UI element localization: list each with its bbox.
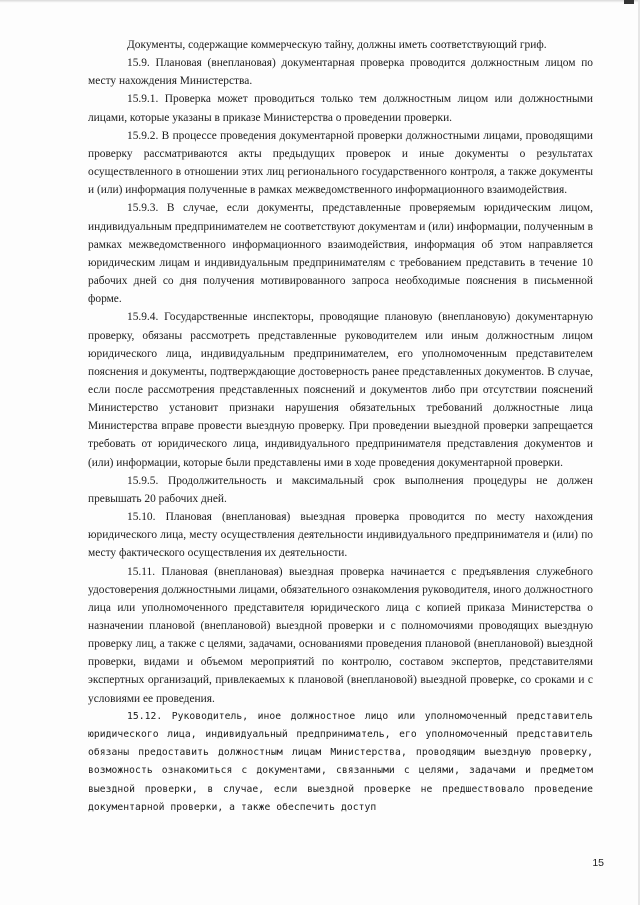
paragraph-15-9-5: 15.9.5. Продолжительность и максимальный срок выполнения процедуры не должен превышать 20 рабочих дней.	[88, 474, 593, 505]
paragraph-15-10: 15.10. Плановая (внеплановая) выездная проверка проводится по месту нахождения юридического лица, месту осуществления деятельности индивидуального предпринимателя и (или) по месту фактического осуществления их деятельности.	[88, 511, 593, 560]
document-body	[88, 36, 593, 817]
paragraph-15-9-4: 15.9.4. Государственные инспекторы, проводящие плановую (внеплановую) документарную проверку, обязаны рассмотреть представленные руководителем или иным должностным лицом юридического лица, индивидуальным предпринимателем, его уполномоченным представителем пояснения и документы, подтверждающие достоверность ранее представленных документов. В случае, если после рассмотрения представленных пояснений и документов либо при отсутствии пояснений Министерство установит признаки нарушения обязательных требований должностные лица Министерства вправе провести выездную проверку. При проведении выездной проверки запрещается требовать от юридического лица, индивидуального предпринимателя представления документов и (или) информации, которые были представлены ими в ходе проведения документарной проверки.	[88, 311, 593, 469]
page-number: 15	[592, 857, 604, 869]
paragraph-15-9-1: 15.9.1. Проверка может проводиться только тем должностным лицом или должностными лицами, которые указаны в приказе Министерства о проведении проверки.	[88, 93, 593, 124]
scan-edge-top	[0, 0, 640, 3]
paragraph-15-12: 15.12. Руководитель, иное должностное лицо или уполномоченный представитель юридического лица, индивидуальный предприниматель, его уполномоченный представитель обязаны предоставить должностным лицам Министерства, проводящим выездную проверку, возможность ознакомиться с документами, связанными с целями, задачами и предметом выездной проверки, в случае, если выездной проверке не предшествовало проведение документарной проверки, а также обеспечить доступ	[88, 710, 593, 813]
paragraph-15-9-2: 15.9.2. В процессе проведения документарной проверки должностными лицами, проводящими проверку рассматриваются акты предыдущих проверок и иные документы о результатах осуществленного в отношении этих лиц регионального государственного контроля, а также документы и (или) информация полученные в рамках межведомственного информационного взаимодействия.	[88, 129, 593, 197]
paragraph-15-9-3: 15.9.3. В случае, если документы, представленные проверяемым юридическим лицом, индивидуальным предпринимателем не соответствуют документам и (или) информации, полученным в рамках межведомственного информационного взаимодействия, информация об этом направляется юридическим лицам и индивидуальным предпринимателям с требованием представить в течение 10 рабочих дней со дня получения мотивированного запроса необходимые пояснения в письменной форме.	[88, 202, 593, 306]
scan-mark	[624, 0, 634, 4]
paragraph-15-9: 15.9. Плановая (внеплановая) документарная проверка проводится должностным лицом по месту нахождения Министерства.	[88, 57, 593, 88]
paragraph-trade-secret: Документы, содержащие коммерческую тайну, должны иметь соответствующий гриф.	[127, 39, 547, 51]
paragraph-15-11: 15.11. Плановая (внеплановая) выездная проверка начинается с предъявления служебного удостоверения должностными лицами, обязательного ознакомления руководителя, иного должностного лица или уполномоченного представителя юридического лица с копией приказа Министерства о назначении плановой (внеплановой) выездной проверки и с полномочиями проводящих выездную проверку лиц, а также с целями, задачами, основаниями проведения плановой (внеплановой) выездной проверки, видами и объемом мероприятий по контролю, составом экспертов, представителями экспертных организаций, привлекаемых к плановой (внеплановой) выездной проверке, со сроками и с условиями ее проведения.	[88, 565, 593, 705]
